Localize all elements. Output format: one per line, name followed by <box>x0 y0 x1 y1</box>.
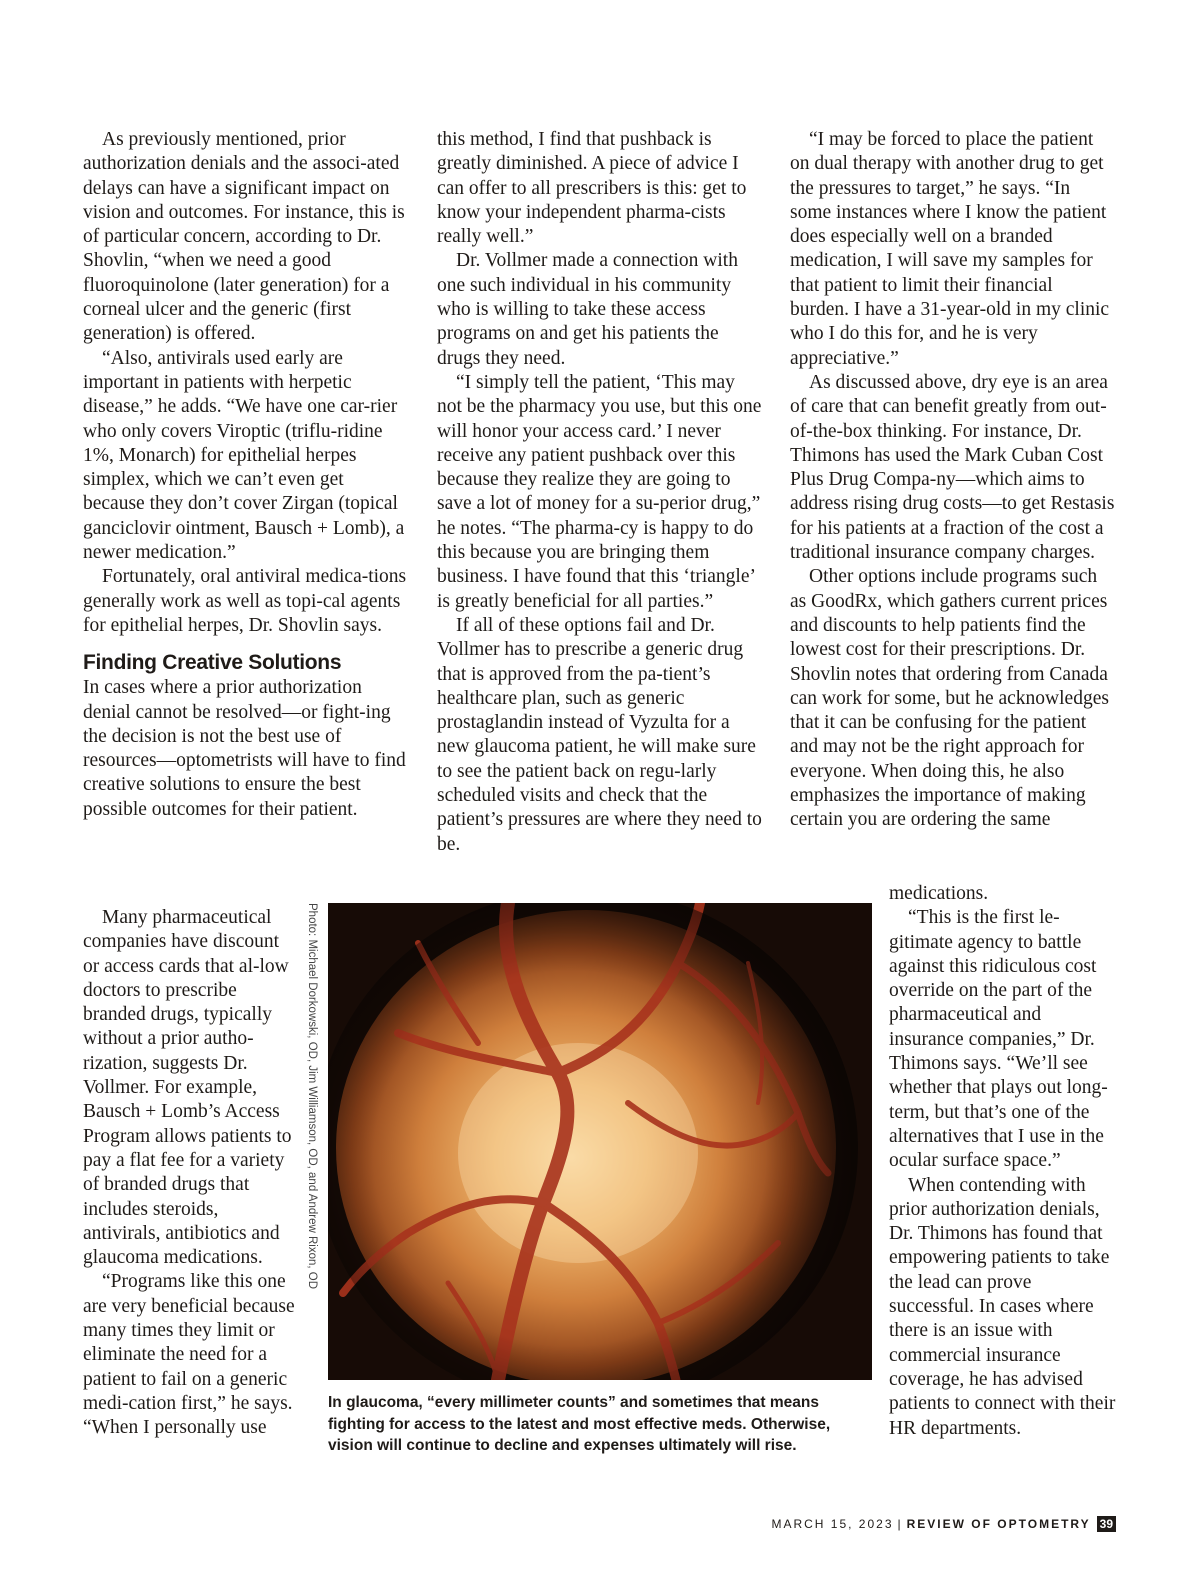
body-paragraph: medications. <box>889 883 989 904</box>
body-paragraph: As discussed above, dry eye is an area of care that can benefit greatly from out-of-the-box thinking. For instance, Dr. Thimons has used the Mark Cuban Cost Plus Drug Compa-ny—which aims to address rising drug costs—to get Restasis for his patients at a fraction of the cost a traditional insurance company charges. <box>790 371 1115 564</box>
body-paragraph: “Programs like this one are very beneficial because many times they limit or eliminate the need for a patient to fail on a generic medi-cation first,” he says. “When I personally use <box>83 1271 295 1439</box>
body-paragraph: In cases where a prior authorization denial cannot be resolved—or fight-ing the decision is not the best use of resources—optometrists will have to find creative solutions to ensure the best possible outcomes for their patient. <box>83 677 406 820</box>
body-paragraph: “Also, antivirals used early are important in patients with herpetic disease,” he adds. “We have one car-rier who only covers Viroptic (triflu-ridine 1%, Monarch) for epithelial herpes simplex, which we can’t even get because they don’t cover Zirgan (topical ganciclovir ointment, Bausch + Lomb), a newer medication.” <box>83 347 405 564</box>
section-subhead: Finding Creative Solutions <box>83 651 342 675</box>
body-paragraph: If all of these options fail and Dr. Vollmer has to prescribe a generic drug that is approved from the pa-tient’s healthcare plan, such as generic prostaglandin instead of Vyzulta for a new glaucoma patient, he will make sure to see the patient back on regu-larly scheduled visits and check that the patient’s pressures are where they need to be. <box>437 614 762 855</box>
body-paragraph: Dr. Vollmer made a connection with one such individual in his community who is willing to take these access programs on and get his patients the drugs they need. <box>437 250 738 369</box>
article-column-3-narrow <box>889 882 1117 1441</box>
body-paragraph: “I may be forced to place the patient on dual therapy with another drug to get the pressures to target,” he says. “In some instances where I know the patient does especially well on a branded medication, I will save my samples for that patient to limit their financial burden. I have a 31-year-old in my clinic who I do this for, and he is very appreciative.” <box>790 129 1110 369</box>
body-paragraph: “This is the first le-gitimate agency to battle against this ridiculous cost override on the part of the pharmaceutical and insurance companies,” Dr. Thimons says. “We’ll see whether that plays out long-term, but that’s one of the alternatives that I use in the ocular surface space.” <box>889 907 1108 1172</box>
page-footer <box>771 1516 1116 1532</box>
body-paragraph: Other options include programs such as GoodRx, which gathers current prices and discounts to help patients find the lowest cost for their prescriptions. Dr. Shovlin notes that ordering from Canada can work for some, but he acknowledges that it can be confusing for the patient and may not be the right approach for everyone. When doing this, he also emphasizes the importance of making certain you are ordering the same <box>790 566 1109 831</box>
article-column-3 <box>790 128 1116 833</box>
page-number: 39 <box>1097 1516 1116 1532</box>
body-paragraph: Fortunately, oral antiviral medica-tions generally work as well as topi-cal agents for epithelial herpes, Dr. Shovlin says. <box>83 566 407 636</box>
issue-date: MARCH 15, 2023 <box>771 1517 894 1531</box>
body-paragraph: “I simply tell the patient, ‘This may not be the pharmacy you use, but this one will honor your access card.’ I never receive any patient pushback over this because they realize they are going to save a lot of money for a su-perior drug,” he notes. “The pharma-cy is happy to do this because you are bringing them business. I have found that this ‘triangle’ is greatly beneficial for all parties.” <box>437 371 762 612</box>
footer-separator: | <box>897 1517 903 1531</box>
body-paragraph: As previously mentioned, prior authorization denials and the associ-ated delays can have a significant impact on vision and outcomes. For instance, this is of particular concern, according to Dr. Shovlin, “when we need a good fluoroquinolone (later generation) for a corneal ulcer and the generic (first generation) is offered. <box>83 129 405 345</box>
figure-caption: In glaucoma, “every millimeter counts” and sometimes that means fighting for access to the latest and most effective meds. Otherwise, vision will continue to decline and expenses ultimately will rise. <box>328 1394 831 1454</box>
body-paragraph: When contending with prior authorization denials, Dr. Thimons has found that empowering patients to take the lead can prove successful. In cases where there is an issue with commercial insurance coverage, he has advised patients to connect with their HR departments. <box>889 1174 1116 1439</box>
article-column-1-narrow <box>83 906 298 1441</box>
article-column-1 <box>83 128 409 822</box>
fundus-photo <box>328 903 872 1380</box>
magazine-name: REVIEW OF OPTOMETRY <box>906 1517 1091 1531</box>
photo-credit: Photo: Michael Dorkowski, OD, Jim Williamson, OD, and Andrew Rixon, OD <box>306 903 318 1290</box>
article-column-2 <box>437 128 763 857</box>
body-paragraph: Many pharmaceutical companies have discount or access cards that al-low doctors to prescribe branded drugs, typically without a prior autho-rization, suggests Dr. Vollmer. For example, Bausch + Lomb’s Access Program allows patients to pay a flat fee for a variety of branded drugs that includes steroids, antivirals, antibiotics and glaucoma medications. <box>83 907 292 1269</box>
body-paragraph: this method, I find that pushback is greatly diminished. A piece of advice I can offer to all prescribers is this: get to know your independent pharma-cists really well.” <box>437 129 747 248</box>
